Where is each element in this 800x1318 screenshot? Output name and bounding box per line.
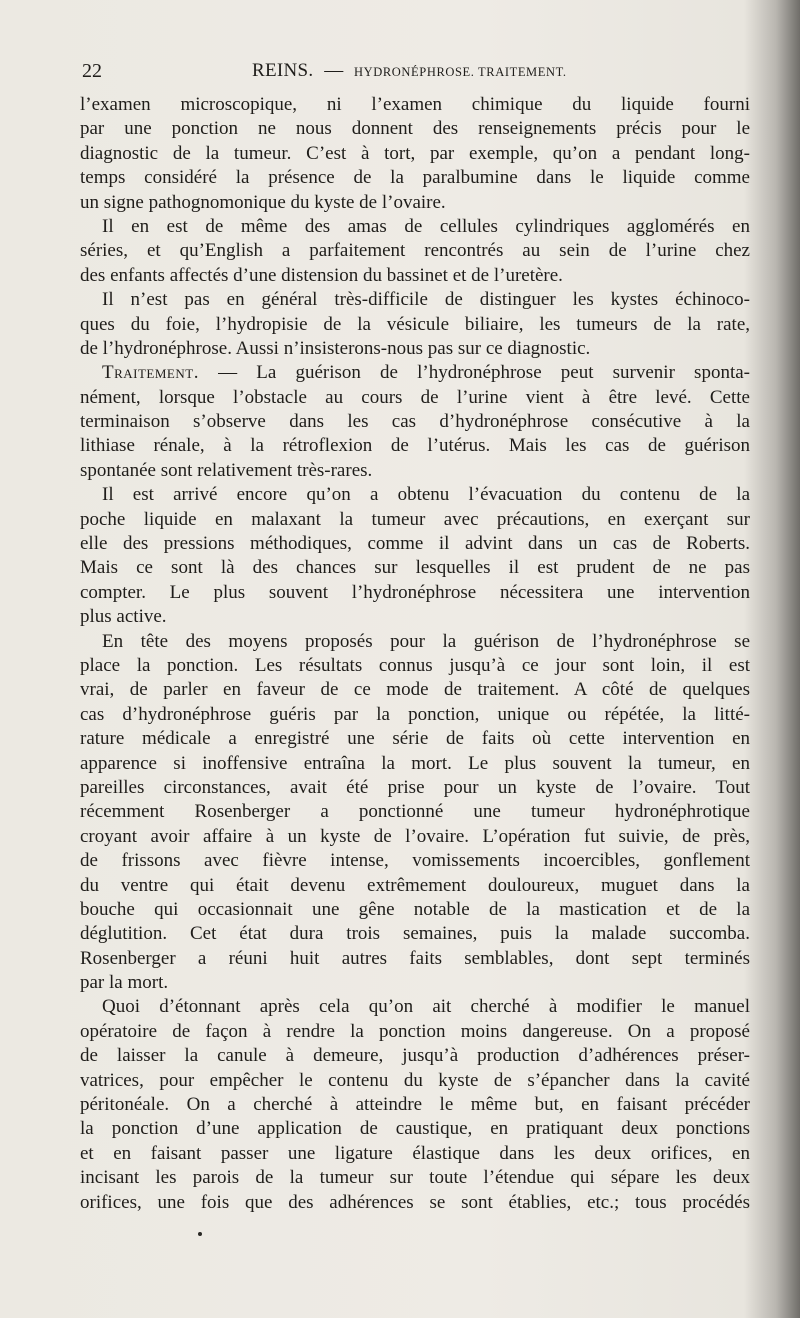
text-line: lithiase rénale, à la rétroflexion de l’utérus. Mais les cas de guérison [80, 435, 750, 457]
text-line: rature médicale a enregistré une série de faits où cette intervention en [80, 728, 750, 750]
paragraph [80, 995, 750, 1215]
running-title [252, 60, 567, 82]
text-line: pareilles circonstances, avait été prise pour un kyste de l’ovaire. Tout [80, 776, 750, 798]
paragraph [80, 288, 750, 361]
text-line: ques du foie, l’hydropisie de la vésicule biliaire, les tumeurs de la rate, [80, 313, 750, 335]
body-text [80, 93, 750, 1215]
section-heading: Traitement. [102, 362, 199, 384]
text-line: du ventre qui était devenu extrêmement douloureux, muguet dans la [80, 874, 750, 896]
text-line: croyant avoir affaire à un kyste de l’ovaire. L’opération fut suivie, de près, [80, 825, 750, 847]
paragraph [80, 630, 750, 996]
text-line: compter. Le plus souvent l’hydronéphrose nécessitera une intervention [80, 581, 750, 603]
text-line: de frissons avec fièvre intense, vomissements incoercibles, gonflement [80, 850, 750, 872]
running-title-dash: — [324, 60, 344, 81]
text-line: spontanée sont relativement très-rares. [80, 459, 373, 481]
text-line: Quoi d’étonnant après cela qu’on ait cherché à modifier le manuel [102, 996, 750, 1018]
text-line: opératoire de façon à rendre la ponction moins dangereuse. On a proposé [80, 1020, 750, 1042]
text-line: temps considéré la présence de la paralbumine dans le liquide comme [80, 167, 750, 189]
text-line: de laisser la canule à demeure, jusqu’à production d’adhérences préser- [80, 1045, 750, 1067]
text-line: Il est arrivé encore qu’on a obtenu l’évacuation du contenu de la [102, 484, 750, 506]
text-line: et en faisant passer une ligature élastique dans les deux orifices, en [80, 1142, 750, 1164]
text-line: péritonéale. On a cherché à atteindre le même but, en faisant précéder [80, 1094, 750, 1116]
text-line: bouche qui occasionnait une gêne notable de la mastication et de la [80, 898, 750, 920]
text-line: plus active. [80, 606, 167, 628]
text-line: par une ponction ne nous donnent des renseignements précis pour le [80, 118, 750, 140]
text-line: Mais ce sont là des chances sur lesquelles il est prudent de ne pas [80, 557, 750, 579]
text-line: place la ponction. Les résultats connus jusqu’à ce jour sont loin, il est [80, 654, 750, 676]
text-line: un signe pathognomonique du kyste de l’ovaire. [80, 191, 446, 213]
text-line: récemment Rosenberger a ponctionné une tumeur hydronéphrotique [80, 801, 750, 823]
text-line: de l’hydronéphrose. Aussi n’insisterons-nous pas sur ce diagnostic. [80, 337, 591, 359]
text-line: elle des pressions méthodiques, comme il advint dans un cas de Roberts. [80, 533, 750, 555]
text-line: déglutition. Cet état dura trois semaines, puis la malade succomba. [80, 923, 750, 945]
text-line: des enfants affectés d’une distension du bassinet et de l’uretère. [80, 264, 563, 286]
running-header [82, 60, 750, 82]
text-line: En tête des moyens proposés pour la guérison de l’hydronéphrose se [102, 630, 750, 652]
text-line: séries, et qu’English a parfaitement rencontrés au sein de l’urine chez [80, 240, 750, 262]
text-line: la ponction d’une application de caustique, en pratiquant deux ponctions [80, 1118, 750, 1140]
line-text: — La guérison de l’hydronéphrose peut survenir sponta- [198, 362, 750, 384]
text-line: par la mort. [80, 972, 169, 994]
text-line: Il n’est pas en général très-difficile de distinguer les kystes échinoco- [102, 289, 750, 311]
text-line: incisant les parois de la tumeur sur toute l’étendue qui sépare les deux [80, 1167, 750, 1189]
text-line: diagnostic de la tumeur. C’est à tort, par exemple, qu’on a pendant long- [80, 142, 750, 164]
text-line: orifices, une fois que des adhérences se sont établies, etc.; tous procédés [80, 1191, 750, 1213]
print-speck [198, 1232, 202, 1236]
text-line: l’examen microscopique, ni l’examen chimique du liquide fourni [80, 94, 750, 115]
text-line: Il en est de même des amas de cellules cylindriques agglomérés en [102, 215, 750, 237]
paragraph [80, 93, 750, 215]
text-line: vatrices, pour empêcher le contenu du kyste de s’épancher dans la cavité [80, 1069, 750, 1091]
text-line: vrai, de parler en faveur de ce mode de traitement. A côté de quelques [80, 679, 750, 701]
paragraph [80, 361, 750, 483]
text-line [80, 361, 750, 385]
text-line: apparence si inoffensive entraîna la mort. Le plus souvent la tumeur, en [80, 752, 750, 774]
text-line: poche liquide en malaxant la tumeur avec précautions, en exerçant sur [80, 508, 750, 530]
text-line: nément, lorsque l’obstacle au cours de l’urine vient à être levé. Cette [80, 386, 750, 408]
running-title-sub: HYDRONÉPHROSE. TRAITEMENT. [353, 65, 567, 79]
running-title-main: REINS. [252, 60, 314, 81]
page-number: 22 [82, 60, 102, 82]
paragraph [80, 215, 750, 288]
text-line: Rosenberger a réuni huit autres faits semblables, dont sept terminés [80, 947, 750, 969]
text-line: cas d’hydronéphrose guéris par la ponction, unique ou répétée, la litté- [80, 703, 750, 725]
paragraph [80, 483, 750, 629]
text-line: terminaison s’observe dans les cas d’hydronéphrose consécutive à la [80, 411, 750, 433]
